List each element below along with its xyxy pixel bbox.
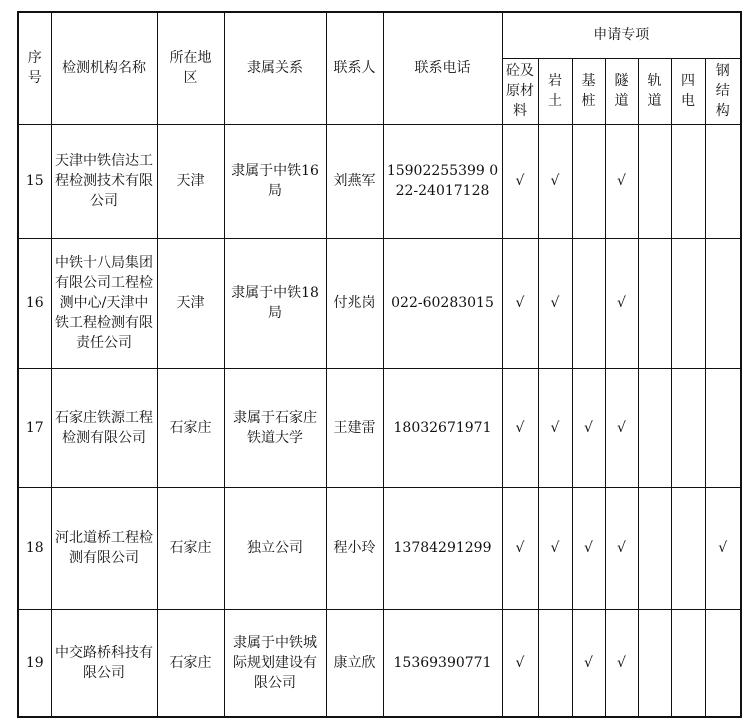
check-mark: √ [584, 540, 593, 556]
row-specialty-geotech [538, 487, 572, 609]
row-institution-name: 天津中铁信达工程检测技术有限公司 [51, 124, 157, 238]
row-specialty-track [638, 609, 671, 717]
row-specialty-tunnel [605, 238, 638, 368]
check-mark: √ [718, 540, 728, 556]
row-specialty-track [638, 487, 671, 609]
row-specialty-tunnel [605, 124, 638, 238]
row-specialty-pile [572, 124, 605, 238]
header-location: 所在地区 [157, 12, 224, 124]
row-location: 天津 [157, 238, 224, 368]
header-apply-group: 申请专项 [502, 12, 741, 58]
row-affiliation: 隶属于石家庄铁道大学 [224, 368, 326, 487]
row-location: 石家庄 [157, 487, 224, 609]
row-phone: 15369390771 [383, 609, 502, 717]
header-specialty-pile: 基桩 [572, 58, 605, 124]
row-seq: 18 [18, 487, 51, 609]
row-affiliation: 隶属于中铁城际规划建设有限公司 [224, 609, 326, 717]
row-affiliation: 隶属于中铁18局 [224, 238, 326, 368]
row-phone: 18032671971 [383, 368, 502, 487]
row-specialty-concrete [502, 609, 538, 717]
row-seq: 17 [18, 368, 51, 487]
row-specialty-four-electric [671, 609, 705, 717]
table-row [18, 238, 741, 368]
table-row [18, 124, 741, 238]
row-specialty-tunnel [605, 487, 638, 609]
header-phone: 联系电话 [383, 12, 502, 124]
check-mark: √ [617, 540, 626, 556]
check-mark: √ [617, 419, 626, 436]
header-specialty-four-electric: 四电 [671, 58, 705, 124]
row-institution-name: 石家庄铁源工程检测有限公司 [51, 368, 157, 487]
check-mark: √ [515, 419, 525, 436]
header-specialty-track: 轨道 [638, 58, 671, 124]
check-mark: √ [515, 173, 525, 189]
row-specialty-tunnel [605, 368, 638, 487]
row-institution-name: 中铁十八局集团有限公司工程检测中心/天津中铁工程检测有限责任公司 [51, 238, 157, 368]
row-specialty-track [638, 124, 671, 238]
check-mark: √ [617, 173, 626, 189]
row-specialty-four-electric [671, 487, 705, 609]
row-specialty-steel [705, 487, 741, 609]
row-phone: 13784291299 [383, 487, 502, 609]
row-specialty-concrete [502, 368, 538, 487]
row-affiliation: 隶属于中铁16局 [224, 124, 326, 238]
row-specialty-pile [572, 368, 605, 487]
row-location: 石家庄 [157, 609, 224, 717]
testing-institutions-table [17, 11, 742, 718]
row-location: 天津 [157, 124, 224, 238]
row-specialty-geotech [538, 124, 572, 238]
header-specialty-steel: 钢结构 [705, 58, 741, 124]
row-specialty-geotech [538, 368, 572, 487]
header-specialty-concrete: 砼及原材料 [502, 58, 538, 124]
row-institution-name: 中交路桥科技有限公司 [51, 609, 157, 717]
row-specialty-steel [705, 368, 741, 487]
row-institution-name: 河北道桥工程检测有限公司 [51, 487, 157, 609]
check-mark: √ [550, 295, 560, 311]
header-institution-name: 检测机构名称 [51, 12, 157, 124]
check-mark: √ [515, 654, 525, 671]
row-specialty-pile [572, 609, 605, 717]
row-phone: 022-60283015 [383, 238, 502, 368]
row-specialty-geotech [538, 609, 572, 717]
check-mark: √ [515, 295, 525, 311]
row-specialty-concrete [502, 124, 538, 238]
row-phone: 15902255399 022-24017128 [383, 124, 502, 238]
row-contact: 刘燕军 [326, 124, 383, 238]
table-row [18, 368, 741, 487]
row-specialty-four-electric [671, 124, 705, 238]
row-contact: 付兆岗 [326, 238, 383, 368]
check-mark: √ [550, 419, 560, 436]
row-specialty-pile [572, 487, 605, 609]
row-affiliation: 独立公司 [224, 487, 326, 609]
row-contact: 康立欣 [326, 609, 383, 717]
row-specialty-four-electric [671, 368, 705, 487]
row-location: 石家庄 [157, 368, 224, 487]
row-specialty-steel [705, 124, 741, 238]
row-contact: 程小玲 [326, 487, 383, 609]
check-mark: √ [617, 654, 626, 671]
row-specialty-geotech [538, 238, 572, 368]
row-specialty-pile [572, 238, 605, 368]
header-specialty-tunnel: 隧道 [605, 58, 638, 124]
header-specialty-geotech: 岩土 [538, 58, 572, 124]
row-specialty-steel [705, 609, 741, 717]
row-seq: 19 [18, 609, 51, 717]
check-mark: √ [584, 419, 593, 436]
row-specialty-track [638, 368, 671, 487]
check-mark: √ [550, 540, 560, 556]
check-mark: √ [515, 540, 525, 556]
table-row [18, 609, 741, 717]
table-row [18, 487, 741, 609]
row-seq: 16 [18, 238, 51, 368]
row-contact: 王建雷 [326, 368, 383, 487]
check-mark: √ [550, 173, 560, 189]
row-specialty-track [638, 238, 671, 368]
header-affiliation: 隶属关系 [224, 12, 326, 124]
header-contact: 联系人 [326, 12, 383, 124]
row-specialty-concrete [502, 238, 538, 368]
header-seq: 序号 [18, 12, 51, 124]
row-specialty-tunnel [605, 609, 638, 717]
row-specialty-steel [705, 238, 741, 368]
check-mark: √ [584, 654, 593, 671]
row-specialty-concrete [502, 487, 538, 609]
row-seq: 15 [18, 124, 51, 238]
check-mark: √ [617, 295, 626, 311]
row-specialty-four-electric [671, 238, 705, 368]
